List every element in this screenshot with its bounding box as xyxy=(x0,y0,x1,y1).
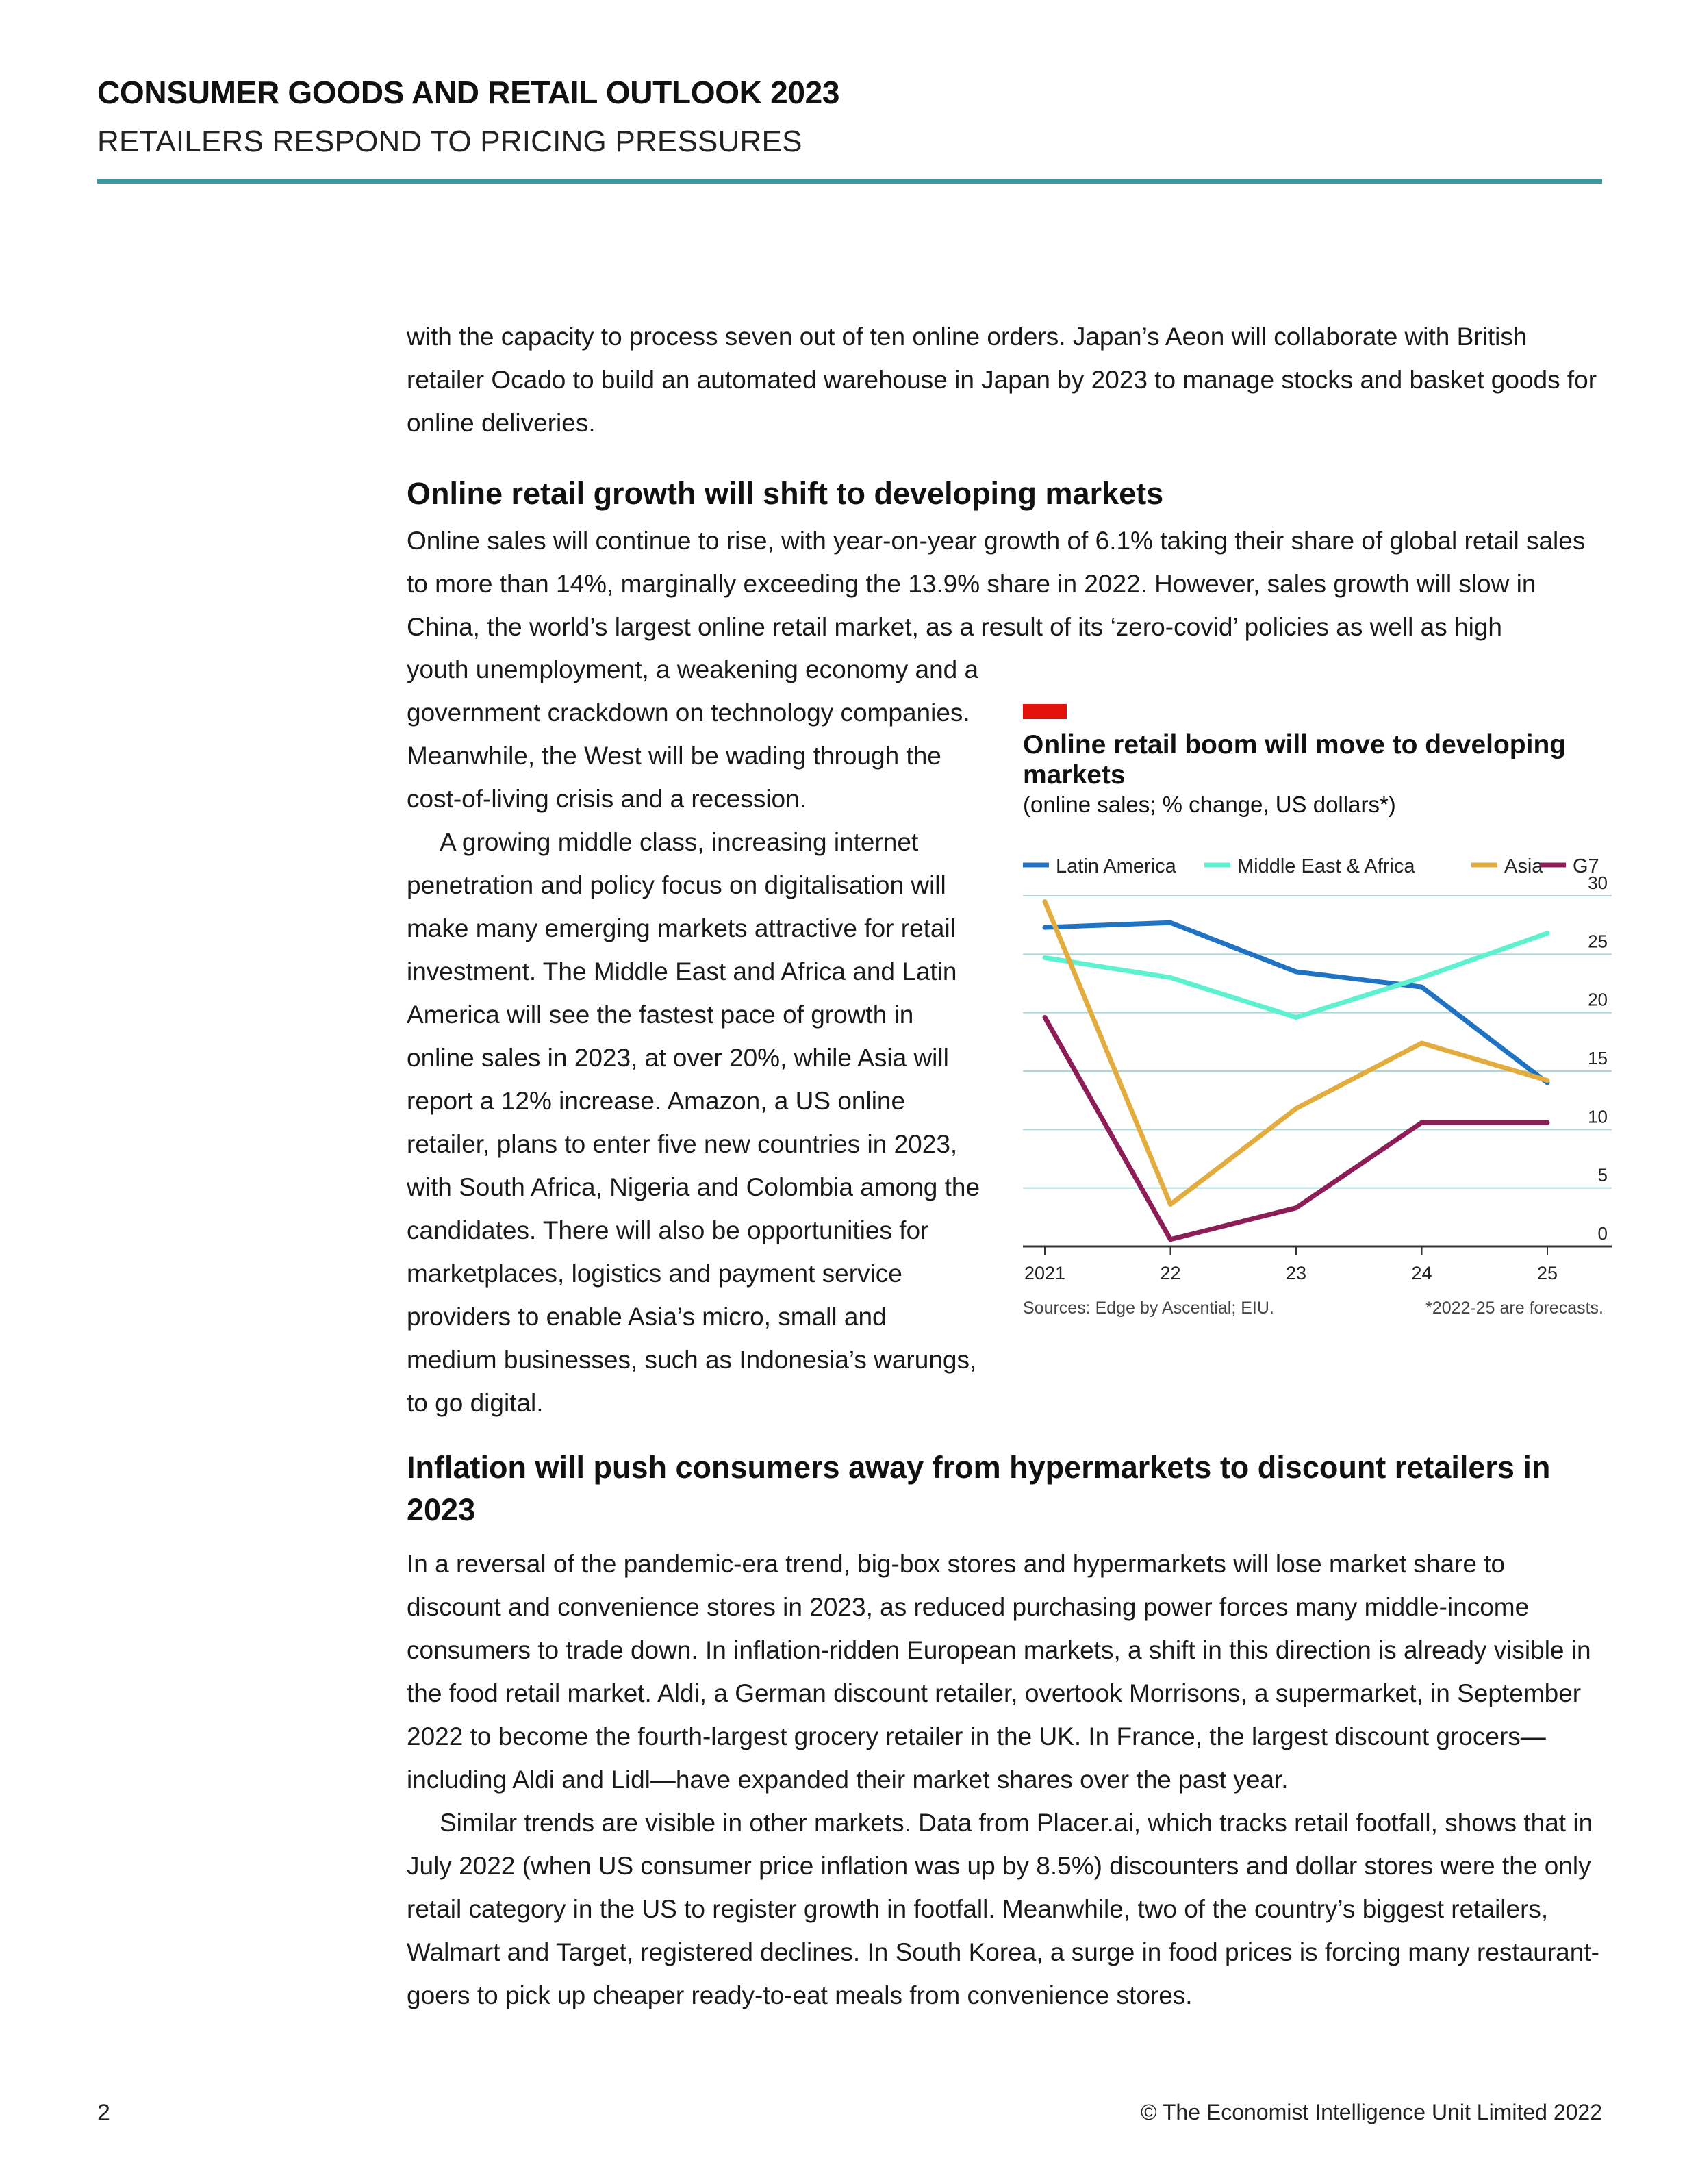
chart-title: Online retail boom will move to developing markets xyxy=(1023,730,1567,790)
section2-paragraph2: Similar trends are visible in other markets. Data from Placer.ai, which tracks retail footfall, shows that in July 2022 (when US consumer price inflation was up by 8.5%) discounters and dollar stores were the only retail category in the US to register growth in footfall. Meanwhile, two of the country’s biggest retailers, Walmart and Target, registered declines. In South Korea, a surge in food prices is forcing many restaurant-goers to pick up cheaper ready-to-eat meals from convenience stores. xyxy=(407,1809,1599,2009)
legend-label: Latin America xyxy=(1056,855,1176,877)
page-number: 2 xyxy=(97,2100,110,2126)
chart-subtitle: (online sales; % change, US dollars*) xyxy=(1023,792,1396,817)
legend-item-asia xyxy=(1471,855,1543,877)
section1-paragraph1-narrow: youth unemployment, a weakening economy and a government crackdown on technology companies. Meanwhile, the West will be wading through the cost-of-living crisis and a recession. xyxy=(407,655,979,813)
section2-body xyxy=(407,1542,1605,2017)
legend-item-middle-east-africa xyxy=(1204,855,1415,877)
series-line-middle-east-africa xyxy=(1045,933,1547,1018)
chart-sources: Sources: Edge by Ascential; EIU. xyxy=(1023,1298,1274,1318)
online-retail-chart xyxy=(1023,704,1612,1334)
y-tick-label: 0 xyxy=(1597,1223,1608,1244)
x-tick-label: 25 xyxy=(1536,1263,1558,1283)
intro-paragraph: with the capacity to process seven out of ten online orders. Japan’s Aeon will collaborate with British retailer Ocado to build an automated warehouse in Japan by 2023 to manage stocks and basket goods for online deliveries. xyxy=(407,323,1597,437)
x-tick-label: 23 xyxy=(1285,1263,1307,1283)
section1-narrow-column xyxy=(407,648,983,1424)
y-tick-label: 25 xyxy=(1588,931,1608,952)
y-tick-label: 15 xyxy=(1588,1048,1608,1068)
header-divider xyxy=(97,179,1602,184)
y-tick-label: 20 xyxy=(1588,989,1608,1010)
section1-heading: Online retail growth will shift to developing markets xyxy=(407,476,1164,511)
section2-paragraph1: In a reversal of the pandemic-era trend, big-box stores and hypermarkets will lose market share to discount and convenience stores in 2023, as reduced purchasing power forces many middle-income consumers to trade down. In inflation-ridden European markets, a shift in this direction is already visible in the food retail market. Aldi, a German discount retailer, overtook Morrisons, a supermarket, in September 2022 to become the fourth-largest grocery retailer in the UK. In France, the largest discount grocers—including Aldi and Lidl—have expanded their market shares over the past year. xyxy=(407,1550,1591,1794)
x-tick-label: 2021 xyxy=(1024,1263,1066,1283)
legend-label: G7 xyxy=(1573,855,1599,877)
section2-heading: Inflation will push consumers away from hypermarkets to discount retailers in 2023 xyxy=(407,1450,1551,1527)
legend-item-latin-america xyxy=(1023,855,1177,877)
chart-plot xyxy=(1023,834,1612,1286)
chart-red-tag xyxy=(1023,704,1067,719)
series-line-asia xyxy=(1045,902,1547,1205)
report-title: CONSUMER GOODS AND RETAIL OUTLOOK 2023 xyxy=(97,75,840,110)
chart-forecast-note: *2022-25 are forecasts. xyxy=(1425,1298,1604,1318)
y-tick-label: 30 xyxy=(1588,873,1608,893)
section1-paragraph2: A growing middle class, increasing internet penetration and policy focus on digitalisation will make many emerging markets attractive for retail investment. The Middle East and Africa and Latin America will see the fastest pace of growth in online sales in 2023, at over 20%, while Asia will report a 12% increase. Amazon, a US online retailer, plans to enter five new countries in 2023, with South Africa, Nigeria and Colombia among the candidates. There will also be opportunities for marketplaces, logistics and payment service providers to enable Asia’s micro, small and medium businesses, such as Indonesia’s warungs, to go digital. xyxy=(407,828,980,1417)
y-tick-label: 10 xyxy=(1588,1106,1608,1127)
y-tick-label: 5 xyxy=(1597,1164,1608,1185)
report-subtitle: RETAILERS RESPOND TO PRICING PRESSURES xyxy=(97,125,802,158)
legend-label: Middle East & Africa xyxy=(1237,855,1415,877)
legend-label: Asia xyxy=(1504,855,1543,877)
series-line-g7 xyxy=(1045,1017,1547,1239)
x-tick-label: 24 xyxy=(1411,1263,1432,1283)
copyright-notice: © The Economist Intelligence Unit Limited 2022 xyxy=(1140,2100,1602,2124)
section1-paragraph1-wide: Online sales will continue to rise, with year-on-year growth of 6.1% taking their share of global retail sales to more than 14%, marginally exceeding the 13.9% share in 2022. However, sales growth will slow in China, the world’s largest online retail market, as a result of its ‘zero-covid’ policies as well as high xyxy=(407,527,1586,641)
x-tick-label: 22 xyxy=(1160,1263,1181,1283)
